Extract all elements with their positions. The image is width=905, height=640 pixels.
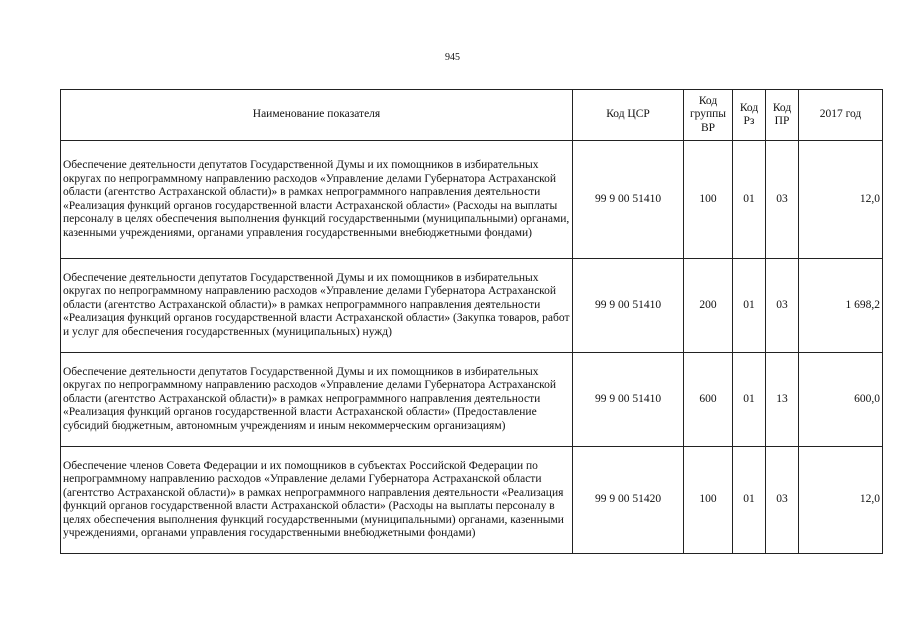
header-csr-code: Код ЦСР (573, 90, 684, 141)
row-vr-code: 600 (684, 353, 733, 447)
page-number: 945 (445, 52, 460, 63)
header-rz-code: Код Рз (733, 90, 766, 141)
row-vr-code: 200 (684, 259, 733, 353)
row-pr-code: 03 (766, 141, 799, 259)
row-pr-code: 03 (766, 447, 799, 554)
table-row (61, 353, 883, 447)
row-csr-code: 99 9 00 51410 (573, 141, 684, 259)
table-row (61, 141, 883, 259)
row-pr-code: 13 (766, 353, 799, 447)
table-header-row (61, 90, 883, 141)
row-vr-code: 100 (684, 141, 733, 259)
table-row (61, 259, 883, 353)
row-amount: 1 698,2 (799, 259, 883, 353)
budget-table (60, 89, 883, 554)
row-rz-code: 01 (733, 141, 766, 259)
row-name: Обеспечение деятельности депутатов Государственной Думы и их помощников в избирательных округах по непрограммному направлению расходов «Управление делами Губернатора Астраханской области (агентство Астраханской области)» в рамках непрограммного направления деятельности «Реализация функций органов государственной власти Астраханской области» (Предоставление субсидий бюджетным, автономным учреждениям и иным некоммерческим организациям) (61, 353, 573, 447)
row-amount: 12,0 (799, 141, 883, 259)
header-year: 2017 год (799, 90, 883, 141)
row-name: Обеспечение деятельности депутатов Государственной Думы и их помощников в избирательных округах по непрограммному направлению расходов «Управление делами Губернатора Астраханской области (агентство Астраханской области)» в рамках непрограммного направления деятельности «Реализация функций органов государственной власти Астраханской области» (Закупка товаров, работ и услуг для обеспечения государственных (муниципальных) нужд) (61, 259, 573, 353)
row-rz-code: 01 (733, 447, 766, 554)
row-name: Обеспечение членов Совета Федерации и их помощников в субъектах Российской Федерации по непрограммному направлению расходов «Управление делами Губернатора Астраханской области (агентство Астраханской области)» в рамках непрограммного направления деятельности «Реализация функций органов государственной власти Астраханской области» (Расходы на выплаты персоналу в целях обеспечения выполнения функций государственными (муниципальными) органами, казенными учреждениями, органами управления государственными внебюджетными фондами) (61, 447, 573, 554)
row-csr-code: 99 9 00 51410 (573, 259, 684, 353)
row-rz-code: 01 (733, 353, 766, 447)
row-pr-code: 03 (766, 259, 799, 353)
row-vr-code: 100 (684, 447, 733, 554)
row-rz-code: 01 (733, 259, 766, 353)
row-amount: 12,0 (799, 447, 883, 554)
row-name: Обеспечение деятельности депутатов Государственной Думы и их помощников в избирательных округах по непрограммному направлению расходов «Управление делами Губернатора Астраханской области (агентство Астраханской области)» в рамках непрограммного направления деятельности «Реализация функций органов государственной власти Астраханской области» (Расходы на выплаты персоналу в целях обеспечения выполнения функций государственными (муниципальными) органами, казенными учреждениями, органами управления государственными внебюджетными фондами) (61, 141, 573, 259)
row-csr-code: 99 9 00 51410 (573, 353, 684, 447)
header-name: Наименование показателя (61, 90, 573, 141)
header-vr-code: Код группы ВР (684, 90, 733, 141)
row-amount: 600,0 (799, 353, 883, 447)
row-csr-code: 99 9 00 51420 (573, 447, 684, 554)
header-pr-code: Код ПР (766, 90, 799, 141)
table-row (61, 447, 883, 554)
